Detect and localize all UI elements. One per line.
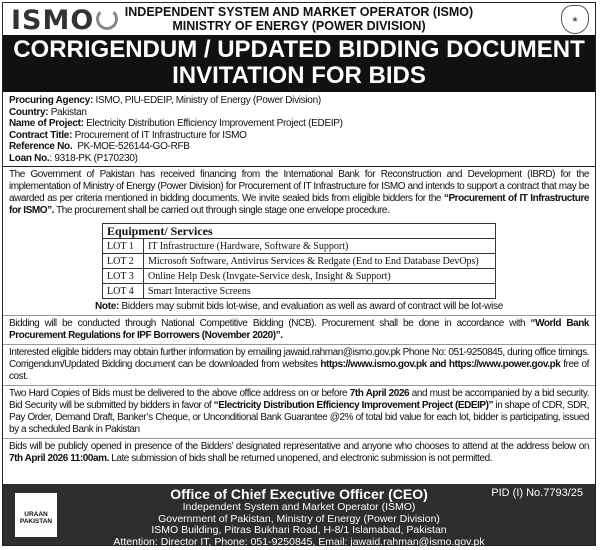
lot-number: LOT 4 [103,284,144,299]
intro-bold: “Procurement of IT Infrastructure for ISMO”. [9,193,590,216]
address-line: ISMO Building, Pitras Bukhari Road, H-8/1 Islamabad, Pakistan [151,524,447,536]
meta-row [9,95,589,107]
lot-number: LOT 2 [103,254,144,269]
tender-advertisement [2,2,596,546]
office-title: Office of Chief Executive Officer (CEO) [170,486,428,502]
lot-description: Online Help Desk (Invgate-Service desk, Insight & Support) [144,269,496,284]
title-line-2: INVITATION FOR BIDS [172,62,426,89]
meta-row [9,153,589,165]
title-line-1: CORRIGENDUM / UPDATED BIDDING DOCUMENT [13,36,585,63]
contact-line: Attention: Director IT, Phone: 051-9250845, Email: jawaid.rahman@ismo.gov.pk [113,535,485,548]
uraan-text: URAAN [24,511,48,518]
note-label: Note: [95,301,120,312]
intro-tail: The procurement shall be carried out through single stage one envelope procedure. [53,205,390,216]
table-row [103,239,496,254]
ncb-paragraph [3,316,595,345]
meta-value: Procurement of IT Infrastructure for ISMO [72,129,247,141]
submission-text: and must be accompanied by a bid security. Bid Security will be submitted by bidders in favor of [9,388,589,411]
lot-number: LOT 3 [103,269,144,284]
table-row [103,254,496,269]
lots-header: Equipment/ Services [103,224,496,239]
meta-label: Procuring Agency: [9,95,93,106]
meta-label: Country: [9,106,49,118]
lot-description: Microsoft Software, Antivirus Services & Redgate (End to End Database DevOps) [144,254,496,269]
meta-value: ISMO, PIU-EDEIP, Ministry of Energy (Power Division) [93,95,321,106]
opening-paragraph [3,439,595,467]
table-row [103,284,496,299]
procurement-details [3,92,595,167]
meta-label: Loan No. [9,152,50,164]
submission-text: in shape of CDR, SDR, Pay Order, Demand Draft, Banker’s Cheque, or Unconditional Bank Guarantee @2% of total bid value for each lot, bidder is participating, issued by a scheduled Bank in Pakistan [9,400,589,435]
meta-row [9,141,589,153]
meta-value: Electricity Distribution Efficiency Improvement Project (EDEIP) [83,118,343,129]
meta-label: Reference No. [9,141,73,152]
meta-value: PK-MOE-526144-GO-RFB [72,141,190,152]
uraan-pakistan-logo [15,493,57,537]
logo-text: ISMO [11,5,95,36]
opening-date: 7th April 2026 11:00am. [9,453,109,464]
table-row [103,269,496,284]
meta-row [9,118,589,130]
header [3,3,595,35]
info-text: Interested eligible bidders may obtain further information by emailing jawaid.rahman@ismo.gov.pk Phone No: 051-9250845, during office timings. Corrigendum/Updated Bidding document can be downloaded from websites [9,347,589,370]
ministry-name: MINISTRY OF ENERGY (POWER DIVISION) [172,19,426,33]
intro-text: The Government of Pakistan has received financing from the International Bank for Reconstruction and Development (IBRD) for the implementation of Ministry of Energy (Power Division) for Procurement of IT Infrastructure for ISMO and intends to support a contract that may be awarded as per criteria mentioned in bidding documents. We invite sealed bids from eligible bidders for the [9,169,589,204]
lot-description: Smart Interactive Screens [144,284,496,299]
lot-number: LOT 1 [103,239,144,254]
opening-text: Bids will be publicly opened in presence of the Bidders’ designated representative and anyone who chooses to attend at the address below on [9,441,589,452]
pid-number: PID (I) No.7793/25 [491,487,583,499]
address-line: Government of Pakistan, Ministry of Energy (Power Division) [158,512,440,525]
note [3,300,595,316]
info-tail: free of cost. [9,359,589,382]
meta-row [9,107,589,119]
meta-value: : 9318-PK (P170230) [49,152,138,164]
address-line: Independent System and Market Operator (ISMO) [182,501,416,513]
submission-text: Two Hard Copies of Bids must be delivered to the above office address on or before [9,388,350,399]
project-name: “Electricity Distribution Efficiency Improvement Project (EDEIP)” [213,400,494,411]
ncb-bold: “World Bank Procurement Regulations for IPF Borrowers (November 2020)”. [9,318,589,341]
intro-paragraph [3,167,595,219]
meta-label: Contract Title: [9,129,73,141]
meta-value: Pakistan [48,106,87,118]
submission-date: 7th April 2026 [349,388,410,399]
website-links[interactable]: https://www.ismo.gov.pk and https://www.power.gov.pk [320,359,561,370]
contact-footer [3,484,595,548]
note-text: Bidders may submit bids lot-wise, and evaluation as well as award of contract will be lot-wise [119,301,503,312]
meta-row [9,130,589,142]
uraan-text: PAKISTAN [19,518,53,525]
lots-table [102,223,496,299]
ncb-text: Bidding will be conducted through National Competitive Bidding (NCB). Procurement shall be done in accordance with [9,318,531,329]
title-banner [3,35,595,92]
org-name: INDEPENDENT SYSTEM AND MARKET OPERATOR (ISMO) [124,5,474,19]
meta-label: Name of Project: [9,118,84,129]
lot-description: IT Infrastructure (Hardware, Software & Support) [144,239,496,254]
emblem-icon: ★ [561,5,589,34]
opening-text: Late submission of bids shall be returned unopened, and electronic submission is not permitted. [108,453,493,464]
info-paragraph [3,345,595,386]
submission-paragraph [3,386,595,439]
